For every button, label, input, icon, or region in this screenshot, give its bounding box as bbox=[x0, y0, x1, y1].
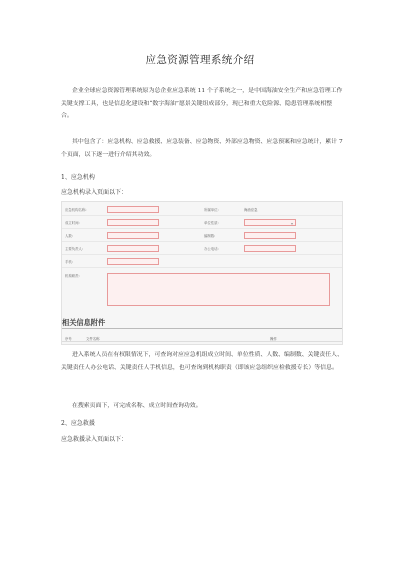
staffing-label: 编制数: bbox=[204, 234, 216, 238]
org-form-screenshot bbox=[61, 201, 343, 345]
section-1-paragraph-1: 进入系统人员在有权限情况下，可查询对应应急机组成立时间、单位性质、人数、编制数、关键责任人、关键责任人办公电话、关键责任人手机信息，也可查询到机构职责（即该应急组织应检救援专长）等信息。 bbox=[61, 352, 343, 371]
col-seq-header: 序号 bbox=[65, 337, 72, 341]
headcount-input[interactable] bbox=[107, 232, 159, 239]
section-1-paragraph-2: 在搜索页面下，可完成名称、成立时间查询功效。 bbox=[72, 403, 202, 409]
owner-unit-value: 海油应急 bbox=[244, 208, 258, 212]
unit-nature-label: 单位性质: bbox=[204, 221, 219, 225]
col-action-header: 操作 bbox=[270, 337, 277, 341]
section-2-label: 应急救援录入页面以下： bbox=[61, 436, 128, 443]
col-filename-header: 文件名称 bbox=[86, 337, 100, 341]
chevron-down-icon: ▾ bbox=[290, 220, 293, 226]
owner-unit-label: 所属单位: bbox=[204, 208, 219, 212]
org-name-input[interactable] bbox=[107, 206, 159, 213]
table-header-divider bbox=[62, 341, 342, 342]
attachments-divider bbox=[62, 328, 342, 329]
mobile-label: 手机: bbox=[65, 260, 73, 264]
form-row-person bbox=[62, 243, 342, 255]
mobile-input[interactable] bbox=[107, 258, 159, 265]
intro-paragraph-1: 企业全球应急资源管理系统原为总企业应急系统 11 个子系统之一，是中国海油安全生产和应急管理工作关键支撑工具，也是信息化建设和“数字海油”愿景关键组成部分，现已和重大危险源、隐患管理系统相整合。 bbox=[61, 88, 343, 120]
main-person-label: 主要负责人: bbox=[65, 247, 84, 251]
form-row-headcount bbox=[62, 230, 342, 242]
intro-paragraph-2: 其中包含了：应急机构、应急救援、应急装备、应急物资、外部应急物资、应急预案和应急统计，累计 7 个页面，以下逐一进行介绍其功效。 bbox=[61, 139, 343, 158]
document-title: 应急资源管理系统介绍 bbox=[145, 54, 255, 66]
section-1-heading: 1、应急机构 bbox=[61, 174, 95, 181]
form-row-name bbox=[62, 204, 342, 216]
established-date-input[interactable] bbox=[107, 219, 159, 226]
duties-label: 机构职责: bbox=[65, 274, 80, 278]
duties-textarea[interactable] bbox=[107, 273, 330, 306]
attachments-title: 相关信息附件 bbox=[62, 318, 106, 327]
form-row-mobile bbox=[62, 256, 342, 268]
main-person-input[interactable] bbox=[107, 245, 159, 252]
section-2-heading: 2、应急救援 bbox=[61, 420, 95, 427]
org-name-label: 应急机构名称: bbox=[65, 208, 87, 212]
staffing-input[interactable] bbox=[244, 232, 296, 239]
form-row-established bbox=[62, 217, 342, 229]
established-label: 成立时间: bbox=[65, 221, 80, 225]
headcount-label: 人数: bbox=[65, 234, 73, 238]
office-phone-input[interactable] bbox=[244, 245, 296, 252]
unit-nature-select[interactable] bbox=[244, 219, 296, 226]
office-phone-label: 办公电话: bbox=[204, 247, 219, 251]
section-1-label: 应急机构录入页面以下： bbox=[61, 189, 128, 196]
